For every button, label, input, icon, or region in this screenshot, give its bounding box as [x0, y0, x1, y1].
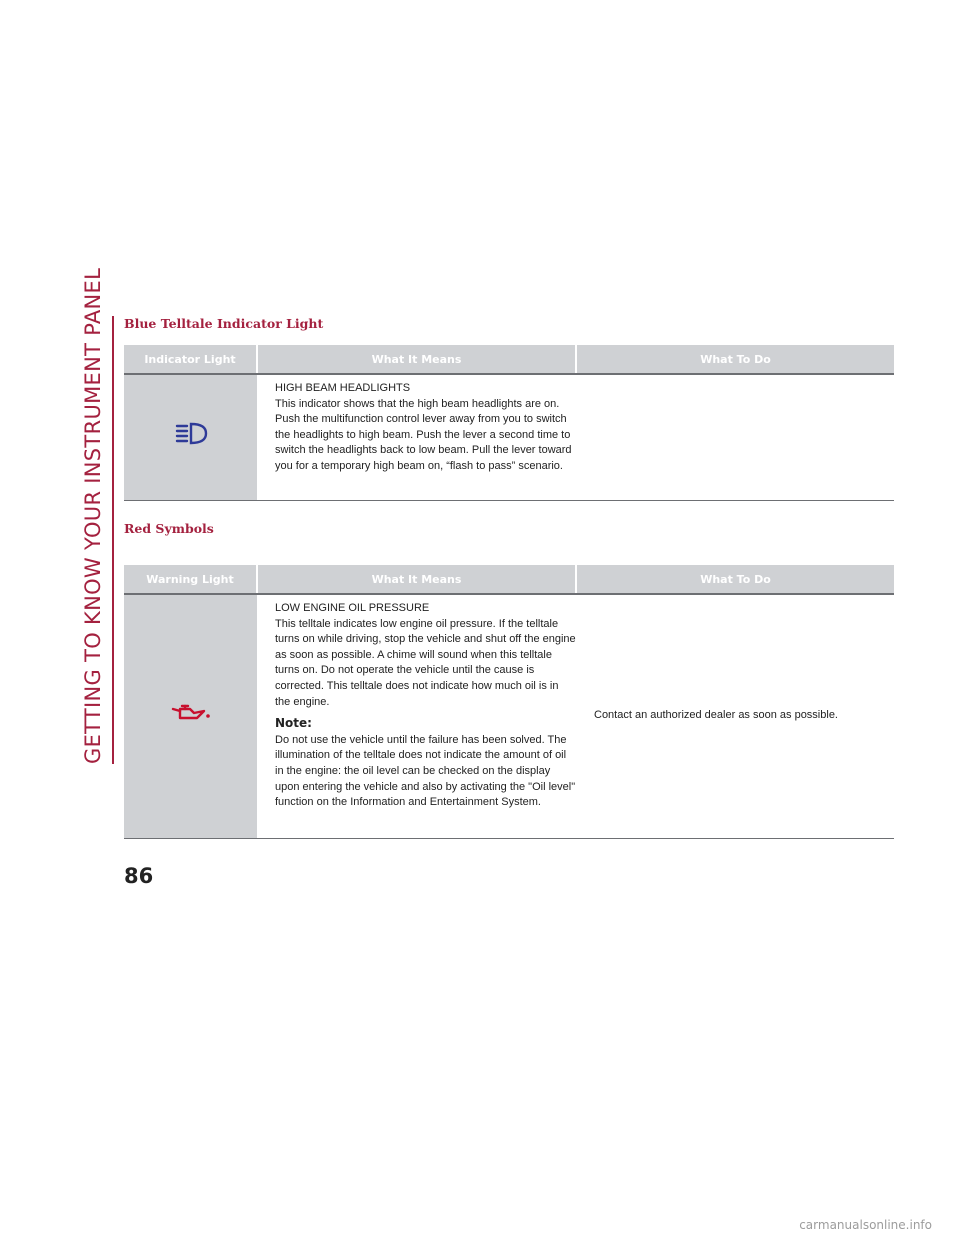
telltale-heading: LOW ENGINE OIL PRESSURE — [275, 602, 430, 614]
header-what-it-means: What It Means — [257, 565, 576, 594]
red-symbols-table — [124, 565, 894, 839]
table-header-row — [124, 565, 894, 594]
meaning-cell — [257, 374, 576, 500]
header-warning-light: Warning Light — [124, 565, 257, 594]
chapter-side-title: GETTING TO KNOW YOUR INSTRUMENT PANEL — [81, 267, 105, 764]
high-beam-icon — [174, 438, 208, 450]
header-what-it-means: What It Means — [257, 345, 576, 374]
telltale-description: This telltale indicates low engine oil pressure. If the telltale turns on while driving, stop the vehicle and shut off the engine as soon as possible. A chime will sound when this telltale turns on. Do not operate the vehicle until the cause is corrected. This telltale does not indicate how much oil is in the engine. — [275, 617, 576, 708]
header-indicator-light: Indicator Light — [124, 345, 257, 374]
blue-telltale-table — [124, 345, 894, 501]
table-row — [124, 594, 894, 838]
table-header-row — [124, 345, 894, 374]
what-to-do-cell: Contact an authorized dealer as soon as possible. — [576, 594, 894, 838]
telltale-description: This indicator shows that the high beam headlights are on. Push the multifunction control lever away from you to switch the headlights to high beam. Push the lever a second time to switch the headlights back to low beam. Pull the lever toward you for a temporary high beam on, “flash to pass” scenario. — [275, 397, 572, 472]
oil-can-icon — [170, 714, 212, 726]
side-rule — [112, 316, 114, 764]
page-number: 86 — [124, 864, 154, 888]
header-what-to-do: What To Do — [576, 565, 894, 594]
icon-cell — [124, 374, 257, 500]
watermark: carmanualsonline.info — [799, 1218, 932, 1232]
blue-section-title: Blue Telltale Indicator Light — [124, 316, 324, 331]
red-section-title: Red Symbols — [124, 521, 214, 536]
telltale-heading: HIGH BEAM HEADLIGHTS — [275, 382, 411, 394]
icon-cell — [124, 594, 257, 838]
table-row — [124, 374, 894, 500]
note-label: Note: — [275, 716, 312, 731]
what-to-do-cell — [576, 374, 894, 500]
meaning-cell — [257, 594, 576, 838]
note-text: Do not use the vehicle until the failure has been solved. The illumination of the telltale does not indicate the amount of oil in the engine: the oil level can be checked on the display upon entering the vehicle and also by activating the "Oil level" function on the Information and Entertainment System. — [275, 733, 576, 809]
header-what-to-do: What To Do — [576, 345, 894, 374]
